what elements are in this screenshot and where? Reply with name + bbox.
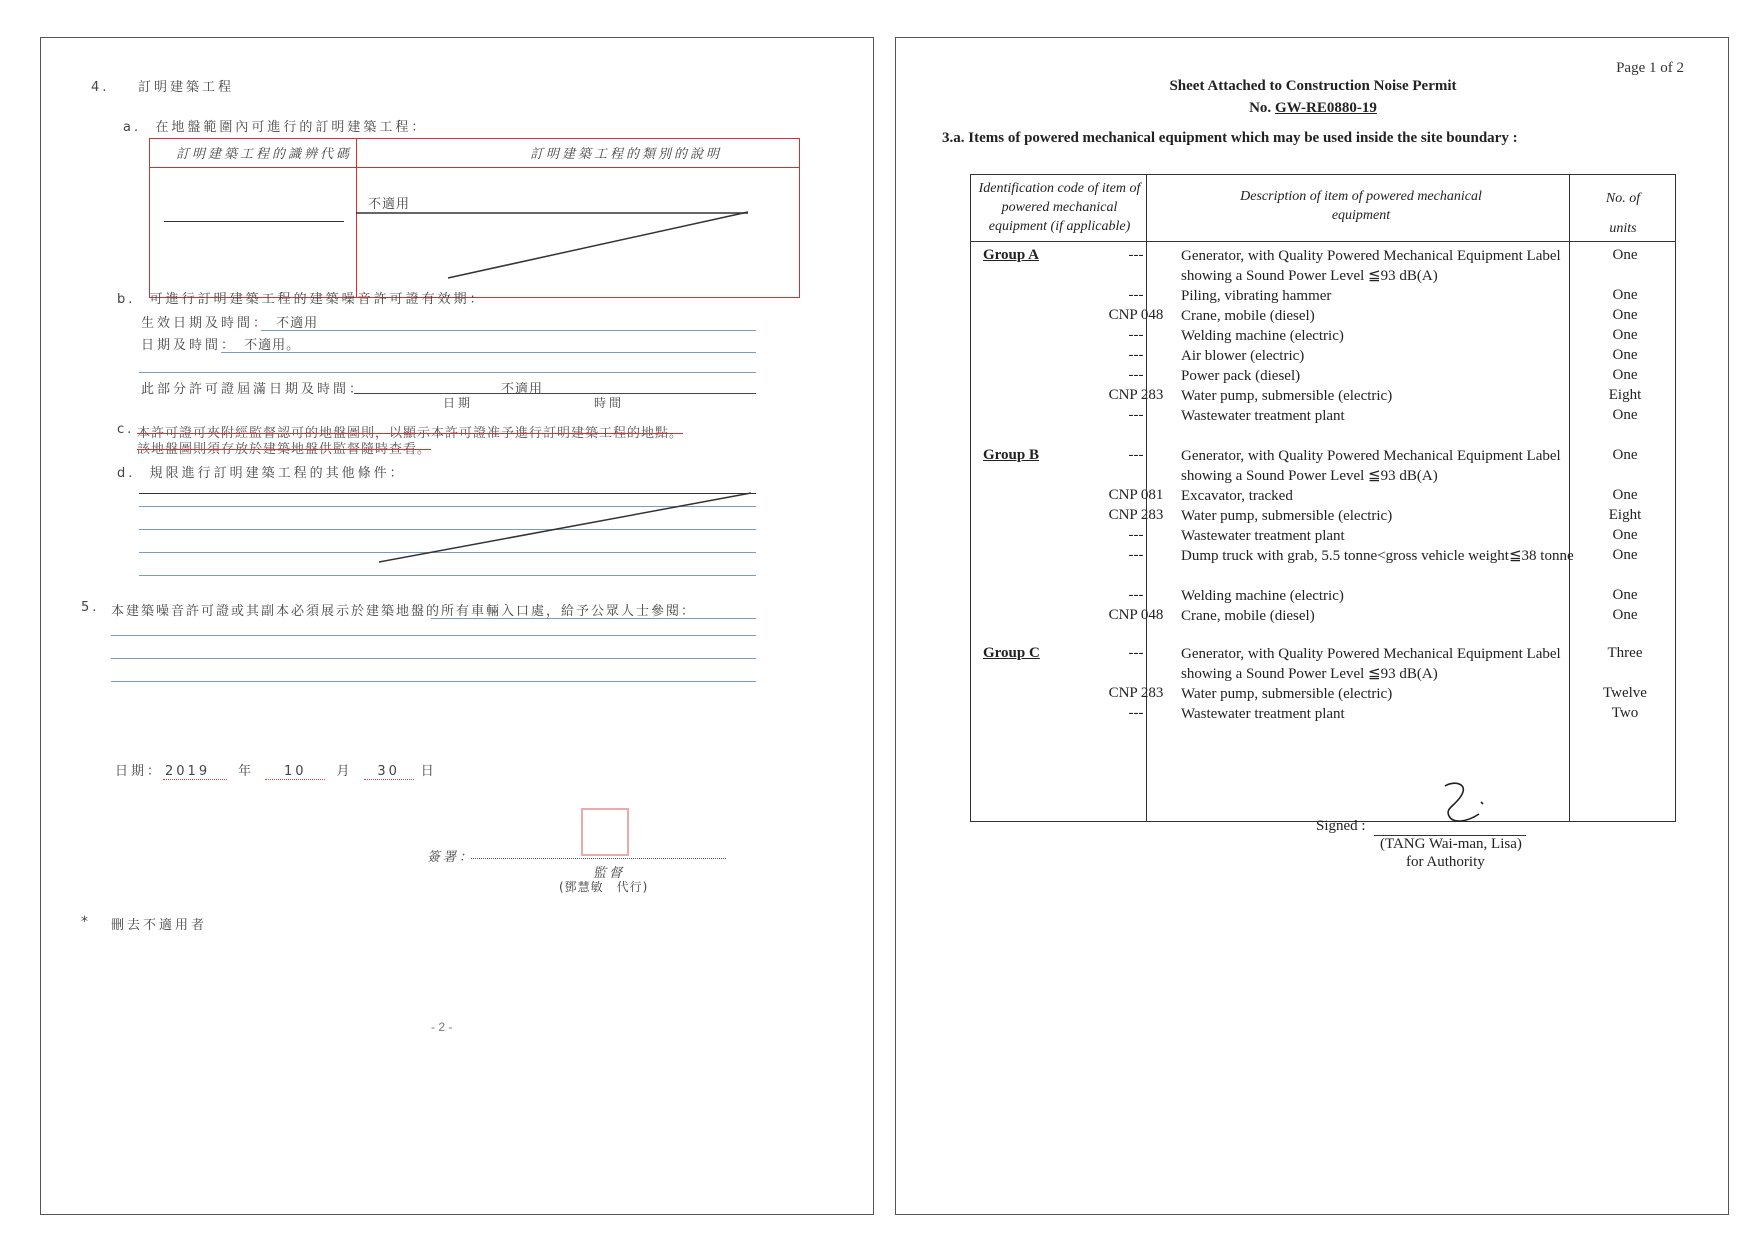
equipment-units: Twelve [1603, 685, 1647, 701]
end-date-label: 日期及時間： [141, 338, 238, 353]
item-c-line-2: 該地盤圖則須存放於建築地盤供監督隨時查看。 [137, 442, 432, 457]
sign-underline [471, 858, 726, 859]
date-caption: 日期 [443, 396, 474, 410]
header-code: Identification code of item of powered mechanical equipment (if applicable) [978, 181, 1141, 234]
year-unit: 年 [238, 764, 255, 779]
permit-number: GW-RE0880-19 [1274, 100, 1377, 116]
equipment-units: One [1612, 547, 1638, 563]
group-label: Group C [983, 645, 1040, 661]
equipment-description: Wastewater treatment plant [1181, 706, 1345, 722]
equipment-units: Eight [1608, 387, 1642, 403]
item-c-label: c. [117, 422, 135, 437]
equipment-units: One [1612, 407, 1638, 423]
equipment-description: Welding machine (electric) [1181, 588, 1344, 604]
item-b-label: b. [117, 292, 136, 307]
equipment-description: Water pump, submersible (electric) [1181, 686, 1393, 702]
footnote-star: * [81, 914, 91, 930]
strike-line [164, 221, 344, 222]
equipment-code: --- [1128, 447, 1144, 463]
section-5-text: 本建築噪音許可證或其副本必須展示於建築地盤的所有車輛入口處，給予公眾人士參閱： [111, 604, 697, 619]
equipment-code: CNP 048 [1108, 307, 1164, 323]
item-a-label: a. [123, 120, 142, 135]
signed-label: Signed : [1316, 818, 1366, 834]
section-4-heading [91, 76, 234, 95]
equipment-code: CNP 048 [1108, 607, 1164, 623]
equipment-description: Crane, mobile (diesel) [1181, 308, 1315, 324]
end-date-line [141, 334, 300, 353]
handwritten-signature [1431, 778, 1501, 838]
equipment-description: Generator, with Quality Powered Mechanical Equipment Label showing a Sound Power Level ≦93 dB(A) [1181, 646, 1561, 682]
equipment-units: One [1612, 487, 1638, 503]
right-page [895, 37, 1729, 1215]
equipment-description: Crane, mobile (diesel) [1181, 608, 1315, 624]
equipment-description: Piling, vibrating hammer [1181, 288, 1332, 304]
table-header-code: 訂明建築工程的識辨代碼 [176, 147, 353, 162]
item-a-text: 在地盤範圍內可進行的訂明建築工程： [155, 120, 428, 135]
section-5-line-1 [111, 635, 756, 636]
equipment-units: One [1612, 367, 1638, 383]
section-3a-heading: 3.a. Items of powered mechanical equipment which may be used inside the site boundary : [942, 130, 1518, 146]
equipment-description: Dump truck with grab, 5.5 tonne<gross vehicle weight≦38 tonne [1181, 548, 1574, 564]
equipment-code: --- [1128, 527, 1144, 543]
sign-role: 監督 [593, 866, 626, 881]
expiry-label: 此部分許可證屆滿日期及時間： [141, 382, 366, 397]
equipment-units: One [1612, 327, 1638, 343]
permit-prefix: No. [1249, 100, 1275, 116]
equipment-code: --- [1128, 587, 1144, 603]
equipment-units: One [1612, 607, 1638, 623]
equipment-description: Power pack (diesel) [1181, 368, 1301, 384]
left-page [40, 37, 874, 1215]
item-c-line-1: 本許可證可夾附經監督認可的地盤圖則，以顯示本許可證准予進行訂明建築工程的地點。 [137, 426, 684, 441]
item-a-line [123, 116, 427, 135]
expiry-value: 不適用 [501, 382, 544, 397]
sign-label: 簽署： [427, 850, 476, 865]
equipment-units: One [1612, 527, 1638, 543]
time-caption: 時間 [594, 396, 625, 410]
section-5-number: 5. [81, 600, 100, 615]
equipment-description: Wastewater treatment plant [1181, 528, 1345, 544]
month-unit: 月 [336, 764, 353, 779]
signer-role: for Authority [1406, 854, 1485, 870]
equipment-units: One [1612, 307, 1638, 323]
official-seal [581, 808, 629, 856]
equipment-code: --- [1128, 347, 1144, 363]
equipment-table [970, 174, 1676, 822]
item-b-line [117, 288, 486, 307]
section-5-underline [431, 618, 756, 619]
equipment-units: One [1612, 247, 1638, 263]
equipment-units: Eight [1608, 507, 1642, 523]
equipment-description: Wastewater treatment plant [1181, 408, 1345, 424]
day-unit: 日 [420, 764, 437, 779]
start-date-value: 不適用 [276, 316, 319, 331]
equipment-code: --- [1128, 547, 1144, 563]
section-4-number: 4. [91, 80, 110, 95]
sign-name: (鄧慧敏 代行) [559, 880, 649, 894]
equipment-code: --- [1128, 407, 1144, 423]
section-4-title: 訂明建築工程 [137, 80, 234, 95]
equipment-description: Generator, with Quality Powered Mechanical Equipment Label showing a Sound Power Level ≦93 dB(A) [1181, 448, 1561, 484]
item-d-label: d. [117, 466, 136, 481]
footnote-text: 刪去不適用者 [111, 918, 208, 933]
section-5-line-3 [111, 681, 756, 682]
equipment-description: Excavator, tracked [1181, 488, 1293, 504]
header-units-bottom: units [1609, 221, 1637, 236]
header-description: Description of item of powered mechanical equipment [1240, 189, 1482, 223]
table-header-description: 訂明建築工程的類別的說明 [530, 147, 723, 162]
expiry-underline [354, 393, 756, 394]
prescribed-works-table [149, 138, 800, 298]
header-units-top: No. of [1605, 191, 1641, 206]
signer-name: (TANG Wai-man, Lisa) [1380, 836, 1522, 852]
page-indicator: Page 1 of 2 [1616, 60, 1684, 76]
equipment-description: Water pump, submersible (electric) [1181, 388, 1393, 404]
equipment-code: --- [1128, 327, 1144, 343]
document-title: Sheet Attached to Construction Noise Permit [1169, 78, 1457, 94]
equipment-description: Water pump, submersible (electric) [1181, 508, 1393, 524]
table-cell-not-applicable: 不適用 [368, 197, 411, 212]
equipment-code: CNP 283 [1108, 387, 1164, 403]
equipment-code: --- [1128, 287, 1144, 303]
item-b-text: 可進行訂明建築工程的建築噪音許可證有效期： [149, 292, 486, 307]
start-date-underline [261, 330, 756, 331]
end-date-value: 不適用。 [244, 338, 301, 353]
equipment-units: One [1612, 587, 1638, 603]
start-date-line [141, 312, 318, 331]
date-year: 2019 [163, 764, 227, 780]
section-5-line-2 [111, 658, 756, 659]
equipment-code: --- [1128, 247, 1144, 263]
page-number: - 2 - [431, 1020, 453, 1034]
equipment-units: Three [1607, 645, 1643, 661]
equipment-code: CNP 081 [1108, 487, 1164, 503]
equipment-description: Generator, with Quality Powered Mechanical Equipment Label showing a Sound Power Level ≦93 dB(A) [1181, 248, 1561, 284]
equipment-units: One [1612, 347, 1638, 363]
equipment-units: One [1612, 287, 1638, 303]
condition-line-4 [139, 575, 756, 576]
group-label: Group A [983, 247, 1039, 263]
equipment-units: One [1612, 447, 1638, 463]
item-d-line [117, 462, 406, 481]
table-header-separator [971, 241, 1675, 242]
date-month: 10 [265, 764, 325, 780]
item-d-text: 規限進行訂明建築工程的其他條件： [149, 466, 406, 481]
equipment-code: --- [1128, 645, 1144, 661]
equipment-code: --- [1128, 705, 1144, 721]
condition-cancel-diagonal [371, 488, 761, 568]
equipment-description: Welding machine (electric) [1181, 328, 1344, 344]
group-label: Group B [983, 447, 1039, 463]
issue-date [115, 760, 437, 780]
date-day: 30 [364, 764, 414, 780]
equipment-code: CNP 283 [1108, 507, 1164, 523]
date-label: 日期： [115, 764, 164, 779]
equipment-units: Two [1611, 705, 1639, 721]
end-date-underline [221, 352, 756, 353]
permit-number-line [896, 100, 1730, 117]
cancel-diagonal [356, 167, 800, 299]
blank-underline-1 [139, 372, 756, 373]
equipment-code: CNP 283 [1108, 685, 1164, 701]
equipment-description: Air blower (electric) [1181, 348, 1305, 364]
start-date-label: 生效日期及時間： [141, 316, 270, 331]
equipment-code: --- [1128, 367, 1144, 383]
